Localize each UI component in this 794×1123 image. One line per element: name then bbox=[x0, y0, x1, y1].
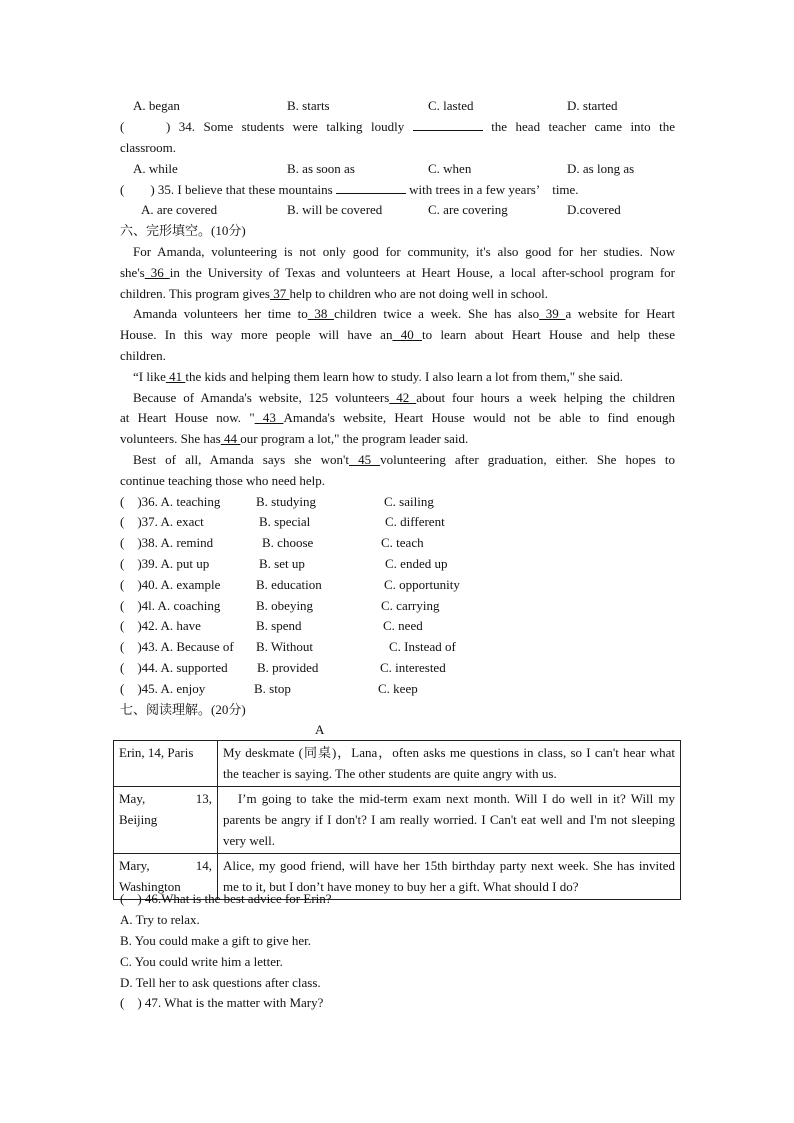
problem-cell: I’m going to take the mid-term exam next month. Will I do well in it? Will my parents be angry if I don't? I am really worried. I Can't eat well and I'm not sleeping very well. bbox=[218, 787, 681, 854]
writer-cell: Mary, 14, Washington bbox=[114, 854, 218, 900]
reading-table bbox=[113, 740, 681, 900]
q34-option-b: B. as soon as bbox=[287, 161, 355, 176]
q46-option-d: D. Tell her to ask questions after class. bbox=[120, 975, 321, 990]
exam-page: A. began B. starts C. lasted D. started ( ) 34. Some students were talking loudly the head teacher came into the classroom. A. while B. as soon as C. when D. as long as ( ) 35. I believe that these mountains with trees in a few years’ time. A. are covered B. will be covered C. are covering D.covered 六、完形填空。(10分) For Amanda, volunteering is not only good for community, it's also good for her studies. Now she's 36 in the University of Texas and volunteers at Heart House, a local after-school program for children. This program gives 37 help to children who are not doing well in school. Amanda volunteers her time to 38 children twice a week. She has also 39 a website for Heart House. In this way more people will have an 40 to learn about Heart House and help these children. “I like 41 the kids and helping them learn how to study. I also learn a lot from them," she said. Because of Amanda's website, 125 volunteers 42 about four hours a week helping the children at Heart House now. " 43 Amanda's website, Heart House would not be able to find enough volunteers. She has 44 our program a lot," the program leader said. Best of all, Amanda says she won't 45 volunteering after graduation, either. She hopes to continue teaching those who need help. ( )36. A. teaching B. studying C. sailing ( )37. A. exact B. special C. different ( )38. A. remind B. choose C. teach ( )39. A. put up B. set up C. ended up ( )40. A. example B. education C. opportunity ( )4l. A. coaching B. obeying C. carrying ( )42. A. have B. spend C. need ( )43. A. Because of B. Without C. Instead of ( )44. A. supported B. provided C. interested ( )45. A. enjoy B. stop C. keep 七、阅读理解。(20分) A Erin, 14, Paris My deskmate (同桌)，Lana，often asks me questions in class, so I can't hear what the teacher is saying. The other students are quite angry with us. May, 13, Beijing I’m going to take the mid-term exam next month. Will I do well in it? Will my parents be angry if I don't? I am really worried. I Can't eat well and I'm not sleeping very well. Mary, 14, Washington Alice, my good friend, will have her 15th birthday party next week. She has invited me to it, but I don’t have money to buy her a gift. What should I do? ( ) 46.What is the best advice for Erin? A. Try to relax. B. You could make a gift to give her. C. You could write him a letter. D. Tell her to ask questions after class. ( ) 47. What is the matter with Mary? bbox=[0, 0, 794, 1123]
blank-41: 41 bbox=[165, 369, 186, 384]
blank-44: 44 bbox=[220, 431, 241, 446]
problem-cell: My deskmate (同桌)，Lana，often asks me questions in class, so I can't hear what the teacher is saying. The other students are quite angry with us. bbox=[218, 741, 681, 787]
cloze-p2-line1: Amanda volunteers her time to 38 children twice a week. She has also 39 a website for Heart bbox=[133, 306, 676, 321]
q35-blank bbox=[336, 180, 406, 194]
q34-option-a: A. while bbox=[133, 161, 178, 176]
cloze-p1-line3: children. This program gives 37 help to children who are not doing well in school. bbox=[120, 286, 548, 301]
blank-38: 38 bbox=[307, 306, 335, 321]
cloze-p2-line3: children. bbox=[120, 348, 166, 363]
problem-cell: Alice, my good friend, will have her 15th birthday party next week. She has invited me to it, but I don’t have money to buy her a gift. What should I do? bbox=[218, 854, 681, 900]
table-row bbox=[114, 787, 681, 854]
writer-cell: Erin, 14, Paris bbox=[114, 741, 218, 787]
blank-37: 37 bbox=[269, 286, 290, 301]
blank-36: 36 bbox=[144, 265, 170, 280]
q46-option-a: A. Try to relax. bbox=[120, 912, 200, 927]
q47-stem: ( ) 47. What is the matter with Mary? bbox=[120, 995, 324, 1010]
table-row bbox=[114, 741, 681, 787]
passage-label: A bbox=[315, 722, 325, 737]
blank-42: 42 bbox=[389, 390, 417, 405]
q46-option-c: C. You could write him a letter. bbox=[120, 954, 283, 969]
q33-option-a: A. began bbox=[133, 98, 180, 113]
q34-blank bbox=[413, 117, 483, 131]
cloze-p1-line2: she's 36 in the University of Texas and volunteers at Heart House, a local after-school program for bbox=[120, 265, 676, 280]
q35-option-c: C. are covering bbox=[428, 202, 508, 217]
cloze-p4-line2: at Heart House now. " 43 Amanda's website, Heart House would not be able to find enough bbox=[120, 410, 675, 425]
cloze-p4-line1: Because of Amanda's website, 125 volunteers 42 about four hours a week helping the children bbox=[133, 390, 675, 405]
q35-stem: ( ) 35. I believe that these mountains with trees in a few years’ time. bbox=[120, 182, 579, 197]
cloze-p3-line1: “I like 41 the kids and helping them learn how to study. I also learn a lot from them," she said. bbox=[133, 369, 624, 384]
cloze-p4-line3: volunteers. She has 44 our program a lot," the program leader said. bbox=[120, 431, 469, 446]
blank-40: 40 bbox=[392, 327, 423, 342]
q35-option-d: D.covered bbox=[567, 202, 621, 217]
cloze-p1-line1: For Amanda, volunteering is not only good for community, it's also good for her studies. Now bbox=[133, 244, 675, 259]
section6-heading: 六、完形填空。(10分) bbox=[120, 223, 246, 238]
q33-option-b: B. starts bbox=[287, 98, 330, 113]
q35-option-a: A. are covered bbox=[141, 202, 218, 217]
q34-stem-line1: ( ) 34. Some students were talking loudly the head teacher came into the bbox=[120, 119, 676, 134]
q33-option-c: C. lasted bbox=[428, 98, 474, 113]
q34-stem-line2: classroom. bbox=[120, 140, 176, 155]
q33-option-d: D. started bbox=[567, 98, 618, 113]
q46-option-b: B. You could make a gift to give her. bbox=[120, 933, 312, 948]
section7-heading: 七、阅读理解。(20分) bbox=[120, 702, 246, 717]
cloze-p2-line2: House. In this way more people will have an 40 to learn about Heart House and help these bbox=[120, 327, 675, 342]
q35-option-b: B. will be covered bbox=[287, 202, 383, 217]
blank-45: 45 bbox=[349, 452, 381, 467]
cloze-p5-line1: Best of all, Amanda says she won't 45 volunteering after graduation, either. She hopes to bbox=[133, 452, 675, 467]
q34-option-d: D. as long as bbox=[567, 161, 635, 176]
blank-39: 39 bbox=[539, 306, 566, 321]
blank-43: 43 bbox=[254, 410, 284, 425]
writer-cell: May, 13, Beijing bbox=[114, 787, 218, 854]
q46-stem: ( ) 46.What is the best advice for Erin? bbox=[120, 891, 332, 906]
q34-option-c: C. when bbox=[428, 161, 472, 176]
cloze-p5-line2: continue teaching those who need help. bbox=[120, 473, 326, 488]
